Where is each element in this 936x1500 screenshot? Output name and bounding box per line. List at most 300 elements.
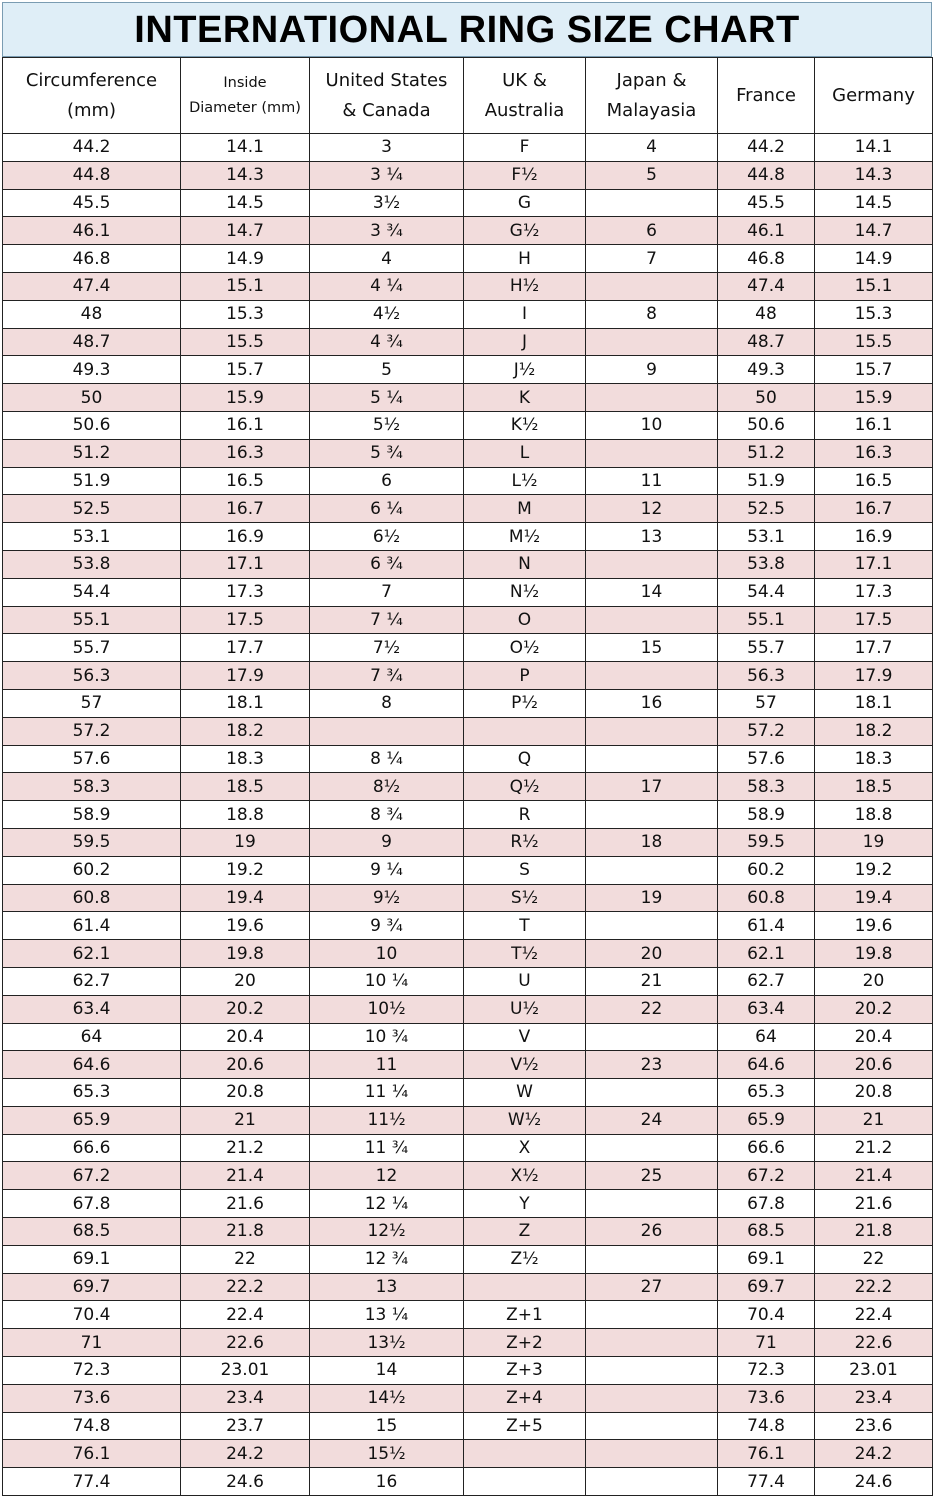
cell-uk-australia: S: [464, 856, 586, 884]
cell-uk-australia: T½: [464, 940, 586, 968]
cell-france: 46.8: [718, 245, 815, 273]
table-row: [3, 1023, 933, 1051]
cell-germany: 21.6: [815, 1190, 933, 1218]
cell-japan-malaysia: 25: [586, 1162, 718, 1190]
ring-size-chart: [2, 2, 932, 1496]
cell-inside-diameter: 20.6: [181, 1051, 310, 1079]
cell-inside-diameter: 19.6: [181, 912, 310, 940]
cell-france: 55.7: [718, 634, 815, 662]
cell-inside-diameter: 18.5: [181, 773, 310, 801]
cell-japan-malaysia: 18: [586, 828, 718, 856]
cell-japan-malaysia: 13: [586, 523, 718, 551]
cell-uk-australia: U: [464, 967, 586, 995]
cell-japan-malaysia: 8: [586, 300, 718, 328]
cell-germany: 15.7: [815, 356, 933, 384]
ring-size-table: [2, 57, 933, 1496]
cell-france: 51.9: [718, 467, 815, 495]
table-row: [3, 1273, 933, 1301]
table-row: [3, 189, 933, 217]
cell-japan-malaysia: [586, 272, 718, 300]
cell-japan-malaysia: [586, 1412, 718, 1440]
cell-japan-malaysia: 6: [586, 217, 718, 245]
cell-japan-malaysia: [586, 801, 718, 829]
table-row: [3, 1301, 933, 1329]
cell-france: 62.1: [718, 940, 815, 968]
cell-germany: 17.7: [815, 634, 933, 662]
cell-germany: 24.6: [815, 1468, 933, 1496]
cell-us-canada: 9 ¼: [310, 856, 464, 884]
table-row: [3, 773, 933, 801]
cell-japan-malaysia: [586, 550, 718, 578]
cell-inside-diameter: 20.4: [181, 1023, 310, 1051]
cell-france: 59.5: [718, 828, 815, 856]
cell-inside-diameter: 16.5: [181, 467, 310, 495]
table-row: [3, 1468, 933, 1496]
cell-japan-malaysia: [586, 856, 718, 884]
cell-germany: 19.6: [815, 912, 933, 940]
cell-circumference: 56.3: [3, 662, 181, 690]
cell-inside-diameter: 20.2: [181, 995, 310, 1023]
header-circumference: Circumference (mm): [3, 58, 181, 134]
cell-germany: 14.7: [815, 217, 933, 245]
cell-circumference: 65.9: [3, 1106, 181, 1134]
cell-circumference: 65.3: [3, 1079, 181, 1107]
cell-uk-australia: R½: [464, 828, 586, 856]
cell-uk-australia: J: [464, 328, 586, 356]
cell-us-canada: 12 ¼: [310, 1190, 464, 1218]
table-row: [3, 1190, 933, 1218]
cell-germany: 15.3: [815, 300, 933, 328]
cell-france: 57.6: [718, 745, 815, 773]
cell-inside-diameter: 18.3: [181, 745, 310, 773]
cell-japan-malaysia: 26: [586, 1218, 718, 1246]
cell-us-canada: 5 ¼: [310, 384, 464, 412]
cell-uk-australia: K½: [464, 411, 586, 439]
cell-us-canada: 12½: [310, 1218, 464, 1246]
cell-us-canada: 11 ¾: [310, 1134, 464, 1162]
cell-us-canada: 13 ¼: [310, 1301, 464, 1329]
cell-us-canada: 6 ¾: [310, 550, 464, 578]
cell-uk-australia: [464, 717, 586, 745]
cell-uk-australia: [464, 1273, 586, 1301]
cell-inside-diameter: 14.7: [181, 217, 310, 245]
cell-japan-malaysia: [586, 1134, 718, 1162]
table-row: [3, 856, 933, 884]
cell-inside-diameter: 17.5: [181, 606, 310, 634]
cell-germany: 15.5: [815, 328, 933, 356]
cell-germany: 14.1: [815, 134, 933, 162]
table-row: [3, 467, 933, 495]
cell-us-canada: 5: [310, 356, 464, 384]
table-row: [3, 995, 933, 1023]
cell-germany: 18.8: [815, 801, 933, 829]
cell-us-canada: 5 ¾: [310, 439, 464, 467]
cell-japan-malaysia: 20: [586, 940, 718, 968]
table-row: [3, 1106, 933, 1134]
cell-uk-australia: W: [464, 1079, 586, 1107]
cell-france: 49.3: [718, 356, 815, 384]
cell-uk-australia: Q½: [464, 773, 586, 801]
cell-japan-malaysia: 12: [586, 495, 718, 523]
table-row: [3, 1162, 933, 1190]
cell-us-canada: 4 ¼: [310, 272, 464, 300]
cell-circumference: 44.8: [3, 161, 181, 189]
table-row: [3, 384, 933, 412]
cell-uk-australia: Q: [464, 745, 586, 773]
cell-inside-diameter: 14.3: [181, 161, 310, 189]
cell-germany: 23.4: [815, 1384, 933, 1412]
cell-germany: 20.2: [815, 995, 933, 1023]
cell-us-canada: 14: [310, 1357, 464, 1385]
cell-japan-malaysia: 5: [586, 161, 718, 189]
cell-japan-malaysia: [586, 745, 718, 773]
cell-us-canada: 4: [310, 245, 464, 273]
header-germany: Germany: [815, 58, 933, 134]
table-row: [3, 1329, 933, 1357]
cell-uk-australia: H: [464, 245, 586, 273]
cell-circumference: 49.3: [3, 356, 181, 384]
cell-uk-australia: P: [464, 662, 586, 690]
cell-japan-malaysia: 21: [586, 967, 718, 995]
cell-germany: 18.3: [815, 745, 933, 773]
cell-circumference: 55.7: [3, 634, 181, 662]
cell-uk-australia: F½: [464, 161, 586, 189]
cell-circumference: 57.6: [3, 745, 181, 773]
table-row: [3, 940, 933, 968]
cell-circumference: 48.7: [3, 328, 181, 356]
cell-france: 57: [718, 689, 815, 717]
cell-uk-australia: G½: [464, 217, 586, 245]
cell-france: 48.7: [718, 328, 815, 356]
cell-uk-australia: M½: [464, 523, 586, 551]
cell-france: 69.7: [718, 1273, 815, 1301]
cell-germany: 17.9: [815, 662, 933, 690]
cell-france: 64: [718, 1023, 815, 1051]
cell-inside-diameter: 15.7: [181, 356, 310, 384]
cell-japan-malaysia: 9: [586, 356, 718, 384]
cell-uk-australia: S½: [464, 884, 586, 912]
cell-germany: 16.7: [815, 495, 933, 523]
cell-inside-diameter: 19.8: [181, 940, 310, 968]
cell-france: 53.8: [718, 550, 815, 578]
cell-circumference: 46.8: [3, 245, 181, 273]
cell-inside-diameter: 17.3: [181, 578, 310, 606]
table-row: [3, 300, 933, 328]
cell-us-canada: 6: [310, 467, 464, 495]
cell-inside-diameter: 21.8: [181, 1218, 310, 1246]
table-row: [3, 606, 933, 634]
cell-germany: 16.1: [815, 411, 933, 439]
cell-japan-malaysia: 22: [586, 995, 718, 1023]
cell-us-canada: 8½: [310, 773, 464, 801]
cell-us-canada: 6½: [310, 523, 464, 551]
cell-japan-malaysia: 11: [586, 467, 718, 495]
cell-inside-diameter: 15.5: [181, 328, 310, 356]
table-row: [3, 1384, 933, 1412]
cell-france: 65.9: [718, 1106, 815, 1134]
cell-germany: 17.1: [815, 550, 933, 578]
cell-uk-australia: N: [464, 550, 586, 578]
table-row: [3, 523, 933, 551]
cell-circumference: 69.7: [3, 1273, 181, 1301]
cell-uk-australia: Z+2: [464, 1329, 586, 1357]
cell-circumference: 54.4: [3, 578, 181, 606]
cell-us-canada: 9 ¾: [310, 912, 464, 940]
cell-germany: 21.2: [815, 1134, 933, 1162]
table-row: [3, 161, 933, 189]
cell-germany: 22.4: [815, 1301, 933, 1329]
cell-us-canada: 11: [310, 1051, 464, 1079]
table-row: [3, 578, 933, 606]
cell-circumference: 51.2: [3, 439, 181, 467]
cell-france: 60.8: [718, 884, 815, 912]
cell-uk-australia: U½: [464, 995, 586, 1023]
cell-circumference: 68.5: [3, 1218, 181, 1246]
header-inside-diameter: Inside Diameter (mm): [181, 58, 310, 134]
table-row: [3, 1051, 933, 1079]
cell-uk-australia: Z+3: [464, 1357, 586, 1385]
cell-uk-australia: Z+5: [464, 1412, 586, 1440]
table-row: [3, 884, 933, 912]
cell-circumference: 77.4: [3, 1468, 181, 1496]
cell-japan-malaysia: [586, 384, 718, 412]
cell-france: 58.3: [718, 773, 815, 801]
cell-uk-australia: V½: [464, 1051, 586, 1079]
cell-germany: 19.8: [815, 940, 933, 968]
cell-germany: 18.5: [815, 773, 933, 801]
cell-inside-diameter: 17.1: [181, 550, 310, 578]
cell-uk-australia: X½: [464, 1162, 586, 1190]
cell-uk-australia: W½: [464, 1106, 586, 1134]
cell-circumference: 57.2: [3, 717, 181, 745]
cell-germany: 20.6: [815, 1051, 933, 1079]
cell-us-canada: 13½: [310, 1329, 464, 1357]
cell-circumference: 64: [3, 1023, 181, 1051]
table-row: [3, 439, 933, 467]
cell-inside-diameter: 20.8: [181, 1079, 310, 1107]
cell-us-canada: 10: [310, 940, 464, 968]
table-row: [3, 134, 933, 162]
cell-circumference: 67.2: [3, 1162, 181, 1190]
table-row: [3, 1412, 933, 1440]
cell-us-canada: 12 ¾: [310, 1245, 464, 1273]
cell-inside-diameter: 14.9: [181, 245, 310, 273]
cell-france: 51.2: [718, 439, 815, 467]
cell-japan-malaysia: [586, 1440, 718, 1468]
cell-france: 73.6: [718, 1384, 815, 1412]
cell-france: 72.3: [718, 1357, 815, 1385]
cell-france: 60.2: [718, 856, 815, 884]
cell-japan-malaysia: 15: [586, 634, 718, 662]
cell-japan-malaysia: [586, 1023, 718, 1051]
cell-france: 46.1: [718, 217, 815, 245]
cell-inside-diameter: 15.3: [181, 300, 310, 328]
cell-france: 62.7: [718, 967, 815, 995]
cell-us-canada: 3½: [310, 189, 464, 217]
table-row: [3, 828, 933, 856]
cell-uk-australia: Z+1: [464, 1301, 586, 1329]
cell-uk-australia: Z½: [464, 1245, 586, 1273]
cell-uk-australia: L: [464, 439, 586, 467]
cell-japan-malaysia: [586, 606, 718, 634]
cell-inside-diameter: 21.2: [181, 1134, 310, 1162]
table-row: [3, 689, 933, 717]
cell-japan-malaysia: [586, 439, 718, 467]
cell-france: 48: [718, 300, 815, 328]
cell-japan-malaysia: [586, 1079, 718, 1107]
table-row: [3, 801, 933, 829]
cell-us-canada: 13: [310, 1273, 464, 1301]
cell-circumference: 58.9: [3, 801, 181, 829]
cell-inside-diameter: 20: [181, 967, 310, 995]
table-row: [3, 356, 933, 384]
cell-france: 65.3: [718, 1079, 815, 1107]
cell-germany: 17.5: [815, 606, 933, 634]
cell-germany: 15.1: [815, 272, 933, 300]
cell-japan-malaysia: 17: [586, 773, 718, 801]
cell-us-canada: 11½: [310, 1106, 464, 1134]
cell-japan-malaysia: [586, 1301, 718, 1329]
cell-circumference: 66.6: [3, 1134, 181, 1162]
cell-japan-malaysia: [586, 717, 718, 745]
cell-inside-diameter: 16.3: [181, 439, 310, 467]
cell-france: 66.6: [718, 1134, 815, 1162]
cell-us-canada: 4 ¾: [310, 328, 464, 356]
cell-germany: 21.8: [815, 1218, 933, 1246]
cell-us-canada: 15: [310, 1412, 464, 1440]
cell-us-canada: 3 ¼: [310, 161, 464, 189]
cell-us-canada: 9½: [310, 884, 464, 912]
cell-uk-australia: X: [464, 1134, 586, 1162]
table-row: [3, 717, 933, 745]
cell-germany: 20.4: [815, 1023, 933, 1051]
cell-france: 47.4: [718, 272, 815, 300]
cell-us-canada: 8: [310, 689, 464, 717]
cell-us-canada: [310, 717, 464, 745]
cell-france: 45.5: [718, 189, 815, 217]
table-row: [3, 217, 933, 245]
header-japan-malaysia: Japan & Malayasia: [586, 58, 718, 134]
cell-germany: 19.2: [815, 856, 933, 884]
cell-inside-diameter: 21.4: [181, 1162, 310, 1190]
cell-circumference: 58.3: [3, 773, 181, 801]
cell-circumference: 63.4: [3, 995, 181, 1023]
cell-germany: 22: [815, 1245, 933, 1273]
cell-japan-malaysia: 19: [586, 884, 718, 912]
cell-japan-malaysia: [586, 1384, 718, 1412]
cell-circumference: 53.1: [3, 523, 181, 551]
cell-japan-malaysia: [586, 1357, 718, 1385]
cell-circumference: 69.1: [3, 1245, 181, 1273]
cell-us-canada: 3 ¾: [310, 217, 464, 245]
cell-france: 50: [718, 384, 815, 412]
cell-inside-diameter: 17.9: [181, 662, 310, 690]
cell-france: 71: [718, 1329, 815, 1357]
table-row: [3, 1134, 933, 1162]
cell-germany: 22.6: [815, 1329, 933, 1357]
cell-circumference: 50: [3, 384, 181, 412]
cell-germany: 16.9: [815, 523, 933, 551]
cell-inside-diameter: 15.1: [181, 272, 310, 300]
cell-france: 76.1: [718, 1440, 815, 1468]
cell-inside-diameter: 22.6: [181, 1329, 310, 1357]
cell-uk-australia: Z: [464, 1218, 586, 1246]
cell-uk-australia: J½: [464, 356, 586, 384]
table-row: [3, 1245, 933, 1273]
cell-germany: 17.3: [815, 578, 933, 606]
cell-france: 55.1: [718, 606, 815, 634]
cell-uk-australia: [464, 1468, 586, 1496]
cell-inside-diameter: 15.9: [181, 384, 310, 412]
cell-germany: 15.9: [815, 384, 933, 412]
cell-uk-australia: M: [464, 495, 586, 523]
table-row: [3, 272, 933, 300]
cell-inside-diameter: 18.2: [181, 717, 310, 745]
cell-uk-australia: K: [464, 384, 586, 412]
cell-germany: 20.8: [815, 1079, 933, 1107]
cell-inside-diameter: 17.7: [181, 634, 310, 662]
cell-inside-diameter: 22.2: [181, 1273, 310, 1301]
cell-us-canada: 7: [310, 578, 464, 606]
table-row: [3, 245, 933, 273]
cell-inside-diameter: 14.1: [181, 134, 310, 162]
table-row: [3, 411, 933, 439]
header-france: France: [718, 58, 815, 134]
cell-germany: 16.3: [815, 439, 933, 467]
cell-germany: 23.6: [815, 1412, 933, 1440]
cell-inside-diameter: 16.7: [181, 495, 310, 523]
cell-us-canada: 7 ¼: [310, 606, 464, 634]
cell-us-canada: 5½: [310, 411, 464, 439]
cell-uk-australia: O½: [464, 634, 586, 662]
cell-inside-diameter: 19.2: [181, 856, 310, 884]
cell-circumference: 71: [3, 1329, 181, 1357]
cell-inside-diameter: 16.9: [181, 523, 310, 551]
chart-title: INTERNATIONAL RING SIZE CHART: [2, 2, 932, 57]
cell-inside-diameter: 16.1: [181, 411, 310, 439]
cell-japan-malaysia: [586, 662, 718, 690]
cell-uk-australia: Y: [464, 1190, 586, 1218]
cell-circumference: 64.6: [3, 1051, 181, 1079]
cell-inside-diameter: 24.6: [181, 1468, 310, 1496]
cell-uk-australia: F: [464, 134, 586, 162]
cell-us-canada: 9: [310, 828, 464, 856]
cell-us-canada: 8 ¼: [310, 745, 464, 773]
cell-japan-malaysia: 14: [586, 578, 718, 606]
table-row: [3, 550, 933, 578]
table-row: [3, 1357, 933, 1385]
cell-circumference: 76.1: [3, 1440, 181, 1468]
table-row: [3, 495, 933, 523]
cell-japan-malaysia: [586, 912, 718, 940]
cell-france: 74.8: [718, 1412, 815, 1440]
cell-inside-diameter: 18.8: [181, 801, 310, 829]
cell-us-canada: 4½: [310, 300, 464, 328]
cell-france: 67.2: [718, 1162, 815, 1190]
cell-inside-diameter: 23.4: [181, 1384, 310, 1412]
cell-japan-malaysia: 10: [586, 411, 718, 439]
cell-uk-australia: V: [464, 1023, 586, 1051]
cell-germany: 14.3: [815, 161, 933, 189]
cell-circumference: 59.5: [3, 828, 181, 856]
cell-japan-malaysia: 24: [586, 1106, 718, 1134]
cell-us-canada: 15½: [310, 1440, 464, 1468]
cell-france: 64.6: [718, 1051, 815, 1079]
cell-inside-diameter: 23.01: [181, 1357, 310, 1385]
cell-inside-diameter: 22.4: [181, 1301, 310, 1329]
cell-circumference: 62.1: [3, 940, 181, 968]
header-uk-australia: UK & Australia: [464, 58, 586, 134]
